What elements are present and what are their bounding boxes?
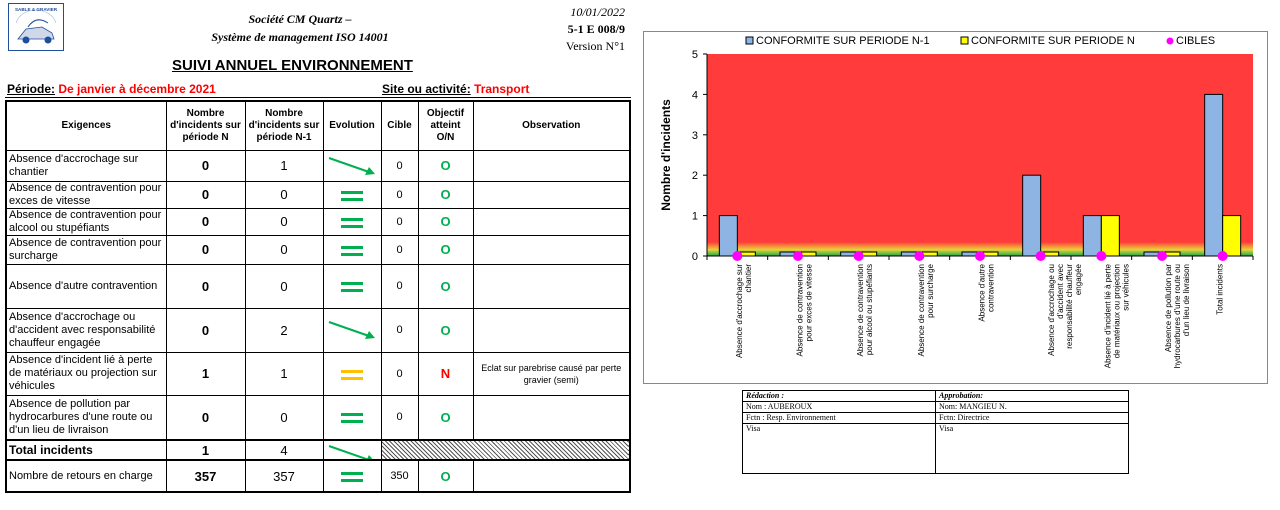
evolution-cell xyxy=(323,264,381,308)
cible-cell: 0 xyxy=(381,264,418,308)
x-category-label-line: chantier xyxy=(743,264,753,293)
exigence-cell: Absence de contravention pour alcool ou stupéfiants xyxy=(6,208,166,235)
legend-label: CONFORMITE SUR PERIODE N-1 xyxy=(756,35,930,47)
exigence-cell: Absence de pollution par hydrocarbures d'une route ou d'un lieu de livraison xyxy=(6,395,166,440)
observation-cell xyxy=(473,264,630,308)
trend-down-arrow-icon xyxy=(325,317,379,343)
table-row xyxy=(6,264,630,308)
bar-n1 xyxy=(1205,94,1223,256)
objectif-cell: O xyxy=(418,235,473,264)
cible-point xyxy=(975,251,985,261)
evolution-cell xyxy=(323,208,381,235)
objectif-cell: O xyxy=(418,208,473,235)
objectif-cell: O xyxy=(418,150,473,181)
objectif-cell: O xyxy=(418,395,473,440)
x-category-label xyxy=(1047,263,1083,355)
x-category-label-line: Absence d'accrochage ou xyxy=(1047,264,1057,356)
x-category-label xyxy=(1103,263,1130,368)
legend-swatch xyxy=(746,37,753,44)
total-label: Total incidents xyxy=(6,440,166,460)
bar-n1 xyxy=(1023,175,1041,256)
x-category-label-line: sur véhicules xyxy=(1121,264,1131,311)
document-reference: 5-1 E 008/9 xyxy=(567,22,625,36)
trend-down-arrow-icon xyxy=(325,153,379,179)
x-category-label-line: hydrocarbures d'une route ou xyxy=(1173,264,1182,369)
bar-n xyxy=(1223,216,1241,256)
company-system: Système de management ISO 14001 xyxy=(211,30,389,44)
incidents-n1-cell: 0 xyxy=(245,395,323,440)
company-name: Société CM Quartz – xyxy=(248,12,352,26)
cible-cell: 0 xyxy=(381,150,418,181)
incidents-n1-cell: 0 xyxy=(245,264,323,308)
x-category-label-line: pour surcharge xyxy=(925,264,935,318)
cible-cell: 0 xyxy=(381,181,418,208)
incidents-n-cell: 0 xyxy=(166,308,245,352)
header-incidents-n: Nombre d'incidents sur période N xyxy=(166,101,245,150)
trend-equal-icon xyxy=(325,463,379,489)
trend-down-arrow-icon xyxy=(325,441,379,459)
evolution-cell xyxy=(323,235,381,264)
total-n1-cell: 4 xyxy=(245,440,323,460)
retours-objectif-cell: O xyxy=(418,460,473,492)
bar-n1 xyxy=(719,216,737,256)
total-row xyxy=(6,440,630,460)
observation-cell: Eclat sur parebrise causé par perte gravier (semi) xyxy=(473,352,630,395)
exigence-cell: Absence d'accrochage sur chantier xyxy=(6,150,166,181)
incidents-chart-svg xyxy=(644,32,1267,383)
evolution-cell xyxy=(323,460,381,492)
x-category-label-line: Absence de contravention xyxy=(916,264,926,357)
x-category-label-line: Absence de contravention xyxy=(856,264,866,357)
company-logo xyxy=(8,3,64,51)
x-category-label-line: Absence d'accrochage sur xyxy=(734,264,744,359)
incidents-n1-cell: 1 xyxy=(245,352,323,395)
x-category-label-line: responsabilité chauffeur xyxy=(1065,264,1075,349)
x-category-label-line: Absence d'incident lié à perte xyxy=(1103,264,1113,369)
header-objectif: Objectif atteint O/N xyxy=(418,101,473,150)
retours-cible-cell: 350 xyxy=(381,460,418,492)
retours-n1-cell: 357 xyxy=(245,460,323,492)
evolution-cell xyxy=(323,352,381,395)
x-category-label-line: de matériaux ou projection xyxy=(1112,264,1122,359)
objectif-cell: O xyxy=(418,264,473,308)
period-label: Période: xyxy=(7,82,56,96)
exigence-cell: Absence de contravention pour exces de vitesse xyxy=(6,181,166,208)
redaction-visa: Visa xyxy=(743,424,936,474)
exigence-cell: Absence d'accrochage ou d'accident avec responsabilité chauffeur engagée xyxy=(6,308,166,352)
trend-equal-icon xyxy=(325,182,379,208)
table-row xyxy=(6,308,630,352)
cible-point xyxy=(1157,251,1167,261)
retours-row xyxy=(6,460,630,492)
x-category-label-line: Total incidents xyxy=(1215,264,1225,315)
evolution-cell xyxy=(323,440,381,460)
x-category-label xyxy=(1216,264,1225,315)
exigence-cell: Absence d'incident lié à perte de matériaux ou projection sur véhicules xyxy=(6,352,166,395)
x-category-label xyxy=(856,264,874,357)
cible-point xyxy=(1036,251,1046,261)
cible-cell: 0 xyxy=(381,235,418,264)
plot-area xyxy=(707,54,1253,256)
cible-point xyxy=(914,251,924,261)
incidents-n1-cell: 0 xyxy=(245,235,323,264)
header-rule xyxy=(5,97,631,98)
retours-observation-cell xyxy=(473,460,630,492)
trend-equal-icon xyxy=(325,273,379,299)
legend-swatch xyxy=(1167,38,1174,45)
approbation-fonction: Fctn: Directrice xyxy=(936,413,1129,424)
header-incidents-n1: Nombre d'incidents sur période N-1 xyxy=(245,101,323,150)
site-label: Site ou activité: xyxy=(382,82,471,96)
period-value: De janvier à décembre 2021 xyxy=(58,82,216,96)
incidents-n1-cell: 0 xyxy=(245,208,323,235)
y-tick-label: 2 xyxy=(691,170,698,183)
document-date: 10/01/2022 xyxy=(570,5,625,19)
objectif-cell: N xyxy=(418,352,473,395)
table-row xyxy=(6,150,630,181)
total-hatched-cell xyxy=(381,440,630,460)
evolution-cell xyxy=(323,308,381,352)
y-tick-label: 0 xyxy=(691,251,698,263)
table-row xyxy=(6,235,630,264)
x-category-label-line: pour alcool ou stupéfiants xyxy=(865,264,875,356)
redaction-title: Rédaction : xyxy=(743,391,936,402)
bar-n1 xyxy=(1083,216,1101,256)
redaction-fonction: Fctn : Resp. Environnement xyxy=(743,413,936,424)
y-tick-label: 4 xyxy=(691,89,698,102)
incidents-n-cell: 0 xyxy=(166,235,245,264)
document-title: SUIVI ANNUEL ENVIRONNEMENT xyxy=(172,57,413,74)
legend-swatch xyxy=(961,37,968,44)
observation-cell xyxy=(473,150,630,181)
table-row xyxy=(6,208,630,235)
approbation-title: Approbation: xyxy=(936,391,1129,402)
cible-point xyxy=(1096,251,1106,261)
environment-tracking-table xyxy=(5,100,631,493)
y-tick-label: 1 xyxy=(691,210,698,223)
approbation-visa: Visa xyxy=(936,424,1129,474)
table-row xyxy=(6,395,630,440)
header-evolution: Evolution xyxy=(323,101,381,150)
incidents-n-cell: 0 xyxy=(166,395,245,440)
incidents-n1-cell: 0 xyxy=(245,181,323,208)
site-value: Transport xyxy=(474,82,530,96)
x-category-label-line: Absence de contravention xyxy=(795,264,805,357)
signature-block xyxy=(742,390,1129,474)
header-observation: Observation xyxy=(473,101,630,150)
objectif-cell: O xyxy=(418,308,473,352)
retours-label: Nombre de retours en charge xyxy=(6,460,166,492)
incidents-n-cell: 0 xyxy=(166,181,245,208)
table-row xyxy=(6,352,630,395)
trend-equal-icon xyxy=(325,404,379,430)
observation-cell xyxy=(473,181,630,208)
x-category-label-line: d'un lieu de livraison xyxy=(1182,264,1191,337)
table-row xyxy=(6,181,630,208)
period-line xyxy=(7,82,216,96)
x-category-label xyxy=(978,263,996,321)
observation-cell xyxy=(473,308,630,352)
trend-equal-icon xyxy=(325,209,379,235)
evolution-cell xyxy=(323,181,381,208)
x-category-label-line: d'accident avec xyxy=(1056,264,1066,319)
site-line xyxy=(382,82,529,96)
cible-point xyxy=(793,251,803,261)
incidents-n1-cell: 2 xyxy=(245,308,323,352)
total-n-cell: 1 xyxy=(166,440,245,460)
header-cible: Cible xyxy=(381,101,418,150)
legend-label: CIBLES xyxy=(1176,35,1216,47)
observation-cell xyxy=(473,235,630,264)
incidents-n-cell: 1 xyxy=(166,352,245,395)
cible-cell: 0 xyxy=(381,352,418,395)
redaction-nom: Nom : AUBEROUX xyxy=(743,402,936,413)
x-category-label-line: Absence de pollution par xyxy=(1164,264,1173,353)
y-tick-label: 5 xyxy=(691,49,698,61)
trend-equal-icon xyxy=(325,237,379,263)
document-version: Version N°1 xyxy=(565,39,625,53)
y-tick-label: 3 xyxy=(691,129,698,142)
x-category-label xyxy=(735,264,753,358)
y-axis-label: Nombre d'incidents xyxy=(659,99,673,211)
x-category-label-line: Absence d'autre xyxy=(977,264,987,322)
cible-point xyxy=(732,251,742,261)
incidents-n1-cell: 1 xyxy=(245,150,323,181)
cible-point xyxy=(854,251,864,261)
header-exigences: Exigences xyxy=(6,101,166,150)
trend-equal-warning-icon xyxy=(325,361,379,387)
observation-cell xyxy=(473,395,630,440)
x-category-label-line: pour exces de vitesse xyxy=(804,264,814,342)
objectif-cell: O xyxy=(418,181,473,208)
legend-label: CONFORMITE SUR PERIODE N xyxy=(971,35,1135,47)
x-category-label-line: contravention xyxy=(986,264,996,313)
exigence-cell: Absence de contravention pour surcharge xyxy=(6,235,166,264)
evolution-cell xyxy=(323,150,381,181)
x-category-label xyxy=(1164,264,1191,369)
observation-cell xyxy=(473,208,630,235)
cible-cell: 0 xyxy=(381,308,418,352)
incidents-n-cell: 0 xyxy=(166,150,245,181)
incidents-n-cell: 0 xyxy=(166,264,245,308)
incidents-n-cell: 0 xyxy=(166,208,245,235)
approbation-nom: Nom: MANGIEU N. xyxy=(936,402,1129,413)
retours-n-cell: 357 xyxy=(166,460,245,492)
cible-cell: 0 xyxy=(381,395,418,440)
svg-text:SABLE & GRAVIER: SABLE & GRAVIER xyxy=(14,7,58,12)
incidents-chart xyxy=(643,31,1268,384)
exigence-cell: Absence d'autre contravention xyxy=(6,264,166,308)
bar-n xyxy=(1101,216,1119,256)
x-category-label xyxy=(796,263,814,356)
x-category-label xyxy=(917,263,935,356)
evolution-cell xyxy=(323,395,381,440)
x-category-label-line: engagée xyxy=(1074,264,1084,296)
cible-cell: 0 xyxy=(381,208,418,235)
cible-point xyxy=(1218,251,1228,261)
